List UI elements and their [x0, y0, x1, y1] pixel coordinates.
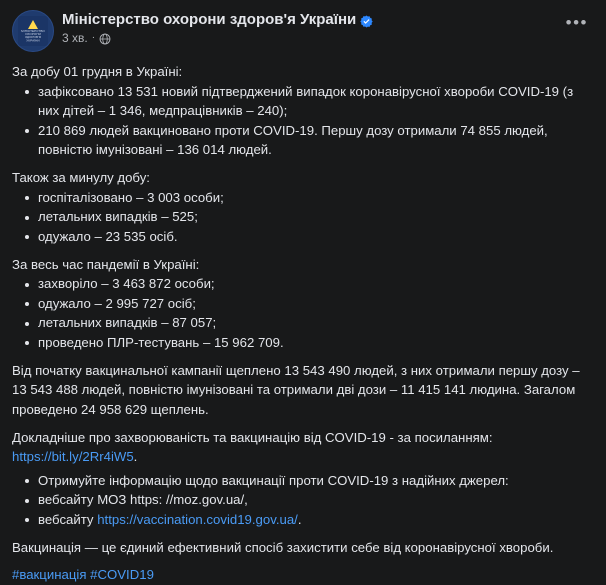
list-item: 210 869 людей вакциновано проти COVID-19. Першу дозу отримали 74 855 людей, повністю імунізовані – 136 014 людей.: [12, 121, 594, 160]
source-suffix: .: [297, 511, 302, 527]
trident-icon: [28, 20, 38, 29]
hashtag-covid19[interactable]: #COVID19: [90, 567, 154, 582]
closing-line: Вакцинація — це єдиний ефективний спосіб захистити себе від коронавірусної хвороби.: [12, 539, 554, 555]
avatar[interactable]: [12, 10, 54, 52]
pandemic-bullet-list: [12, 274, 594, 352]
bitly-link[interactable]: https://bit.ly/2Rr4iW5: [12, 449, 134, 464]
list-item: летальних випадків – 525;: [12, 207, 594, 227]
post-options-button[interactable]: •••: [565, 13, 588, 32]
list-item: одужало – 2 995 727 осіб;: [12, 294, 594, 314]
list-item: одужало – 23 535 осіб.: [12, 227, 594, 247]
ministry-crest-icon: [18, 16, 48, 46]
vaccination-paragraph: Від початку вакцинальної кампанії щеплено 13 543 490 людей, з них отримали першу дозу – 13 543 488 людей, повністю імунізовані та отримали дві дози – 11 415 141 людина. Загалом проведено 24 958 629 щеплень.: [12, 362, 580, 417]
hashtag-vaccination[interactable]: #вакцинація: [12, 567, 87, 582]
list-item: Отримуйте інформацію щодо вакцинації проти COVID-19 з надійних джерел:: [12, 471, 594, 491]
more-info-line: Докладніше про захворюваність та вакцинацію від COVID-19 - за посиланням:: [12, 429, 493, 445]
day-heading: Також за минулу добу:: [12, 170, 150, 185]
post-timestamp[interactable]: 3 хв.: [62, 31, 88, 45]
list-item: захворіло – 3 463 872 особи;: [12, 274, 594, 294]
more-info-link-row: [12, 447, 594, 467]
post-header: [12, 10, 594, 54]
more-info-link-suffix: .: [133, 449, 138, 464]
list-item: проведено ПЛР-тестувань – 15 962 709.: [12, 333, 594, 353]
meta-separator: ·: [91, 32, 96, 43]
globe-icon[interactable]: [99, 33, 111, 45]
day-bullet-list: [12, 188, 594, 247]
list-item: зафіксовано 13 531 новий підтверджений випадок коронавірусної хвороби COVID-19 (з них дітей – 1 346, медпрацівників – 240);: [12, 82, 594, 121]
page-name[interactable]: Міністерство охорони здоров'я України: [62, 11, 357, 28]
list-item: [12, 510, 594, 530]
pandemic-heading: За весь час пандемії в Україні:: [12, 256, 200, 272]
avatar-caption: МІНІСТЕРСТВО ОХОРОНИ ЗДОРОВ'Я УКРАЇНИ: [21, 28, 45, 42]
intro-heading: За добу 01 грудня в Україні:: [12, 64, 183, 79]
post-meta: [62, 31, 373, 45]
list-item: вебсайту МОЗ https: //moz.gov.ua/,: [12, 490, 594, 510]
hashtag-row: [12, 565, 594, 585]
page-name-row: [62, 11, 373, 29]
post-body: [12, 62, 594, 585]
source-prefix: вебсайту: [38, 511, 98, 527]
post-header-text: [62, 10, 373, 45]
vaccination-site-link[interactable]: https://vaccination.covid19.gov.ua/: [97, 511, 298, 527]
sources-list: [12, 471, 594, 530]
list-item: летальних випадків – 87 057;: [12, 313, 594, 333]
list-item: госпіталізовано – 3 003 особи;: [12, 188, 594, 208]
intro-bullet-list: [12, 82, 594, 160]
verified-badge-icon: [360, 15, 373, 28]
